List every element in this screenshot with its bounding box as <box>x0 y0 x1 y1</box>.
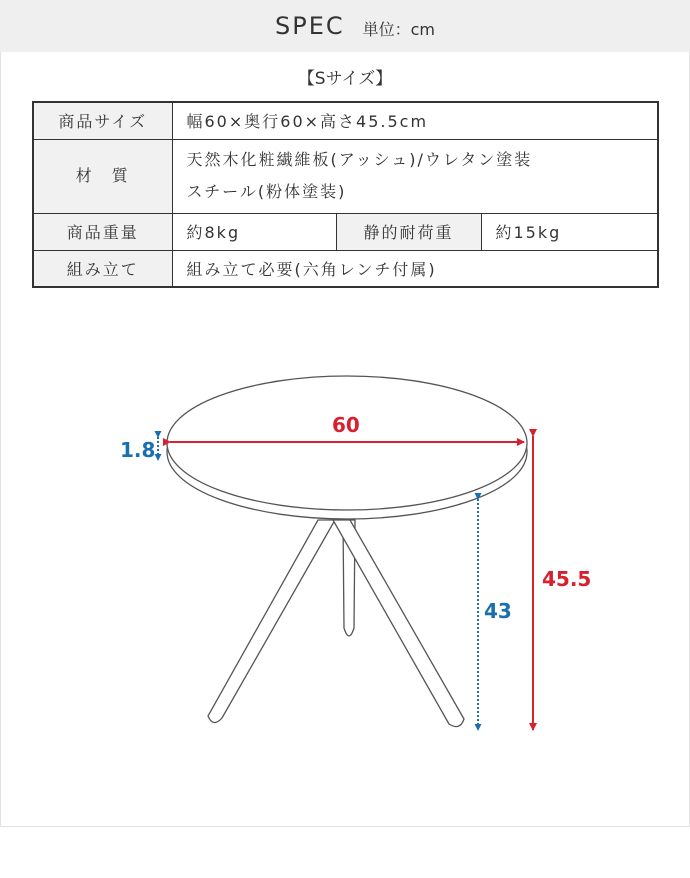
table-illustration <box>0 300 690 770</box>
unit-label: 単位：cm <box>362 19 436 39</box>
row-value: 幅60×奥行60×高さ45.5cm <box>172 102 658 139</box>
table-row-material <box>33 139 658 213</box>
row-label: 商品サイズ <box>33 102 172 139</box>
spec-table <box>32 101 659 288</box>
table-row-size <box>33 102 658 139</box>
spec-title: SPEC <box>274 12 345 40</box>
row-label: 組み立て <box>33 250 172 287</box>
row-label-load: 静的耐荷重 <box>336 213 481 250</box>
width-dimension: 60 <box>332 413 360 437</box>
size-variant-label: 【Sサイズ】 <box>297 69 393 89</box>
row-value-load: 約15kg <box>481 213 658 250</box>
material-line-2: スチール(粉体塗装) <box>186 182 347 201</box>
top-thickness-dimension: 1.8 <box>120 438 156 462</box>
table-row-weight <box>33 213 658 250</box>
legs <box>208 520 464 727</box>
row-value: 約8kg <box>172 213 336 250</box>
material-line-1: 天然木化粧繊維板(アッシュ)/ウレタン塗装 <box>186 150 533 169</box>
table-row-assembly <box>33 250 658 287</box>
spec-header <box>0 0 690 52</box>
table-dimension-diagram <box>0 300 690 770</box>
row-label: 商品重量 <box>33 213 172 250</box>
row-value: 組み立て必要(六角レンチ付属) <box>172 250 658 287</box>
total-height-dimension: 45.5 <box>542 567 592 591</box>
row-label: 材 質 <box>33 139 172 213</box>
leg-height-dimension: 43 <box>484 599 512 623</box>
row-value <box>172 139 658 213</box>
